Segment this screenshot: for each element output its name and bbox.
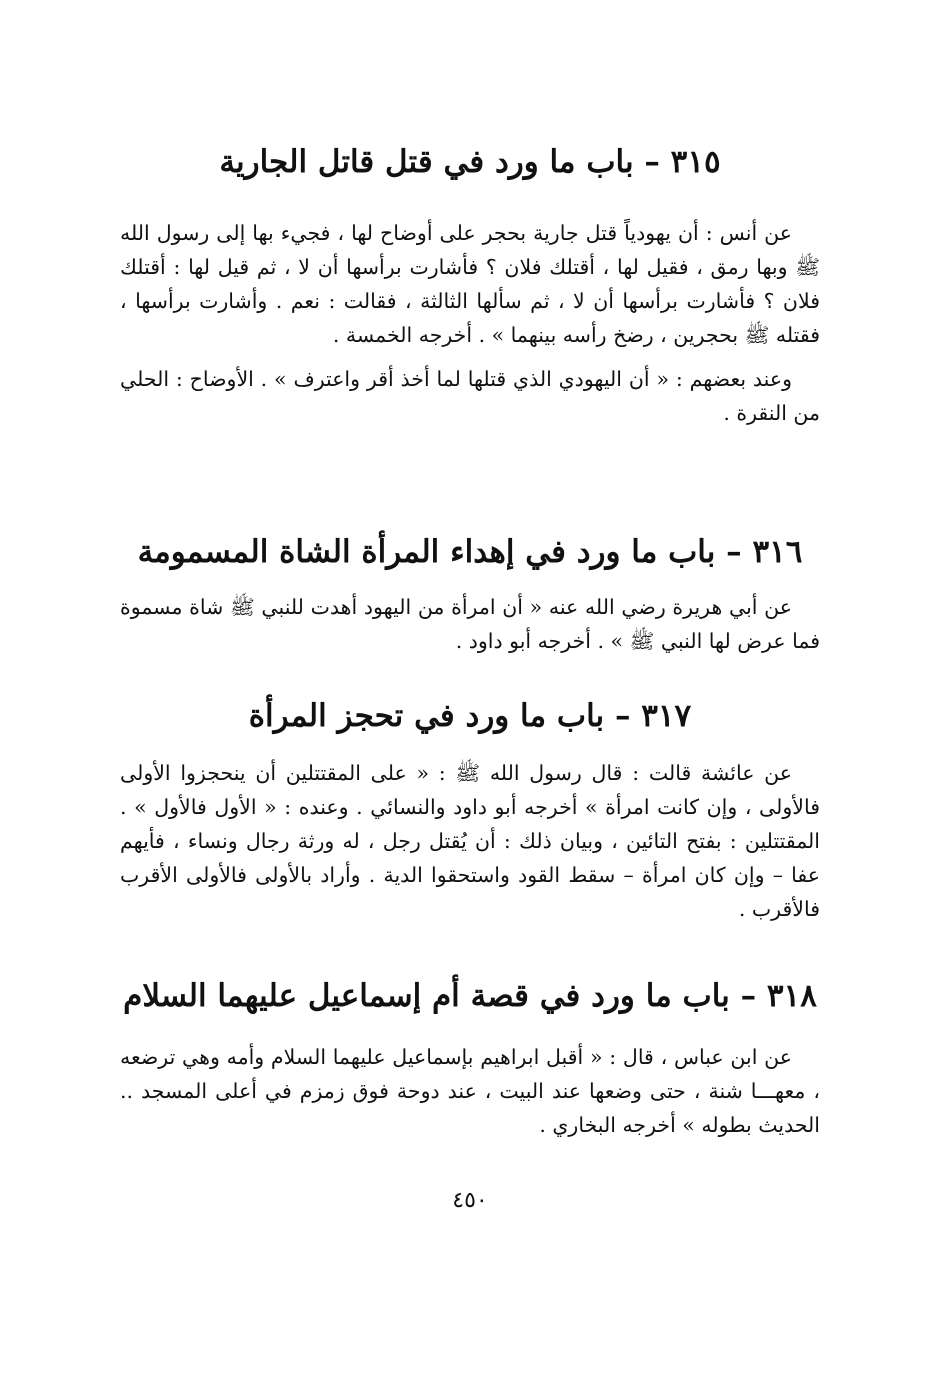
section-body-315	[120, 216, 820, 430]
paragraph: عن عائشة قالت : قال رسول الله ﷺ : « على المقتتلين أن ينحجزوا الأولى فالأولى ، وإن كانت امرأة » أخرجه أبو داود والنسائي . وعنده : « الأول فالأول » . المقتتلين : بفتح التائين ، وبيان ذلك : أن يُقتل رجل ، له ورثة رجال ونساء ، فأيهم عفا – وإن كان امرأة – سقط القود واستحقوا الدية . وأراد بالأولى فالأولى الأقرب فالأقرب .	[120, 761, 820, 921]
section-body-316	[120, 590, 820, 658]
section-heading-317: ٣١٧ – باب ما ورد في تحجز المرأة	[248, 698, 692, 734]
section-heading-315: ٣١٥ – باب ما ورد في قتل قاتل الجارية	[219, 144, 721, 180]
section-body-317	[120, 756, 820, 926]
paragraph: وعند بعضهم : « أن اليهودي الذي قتلها لما أخذ أقر واعترف » . الأوضاح : الحلي من النقرة .	[120, 367, 820, 425]
book-page	[120, 0, 820, 1373]
section-heading-318: ٣١٨ – باب ما ورد في قصة أم إسماعيل عليهما السلام	[123, 978, 817, 1014]
page-number: ٤٥٠	[452, 1188, 488, 1213]
paragraph: عن أبي هريرة رضي الله عنه « أن امرأة من اليهود أهدت للنبي ﷺ شاة مسموة فما عرض لها النبي ﷺ » . أخرجه أبو داود .	[120, 595, 820, 653]
section-heading-316: ٣١٦ – باب ما ورد في إهداء المرأة الشاة المسمومة	[137, 534, 803, 570]
paragraph: عن ابن عباس ، قال : « أقبل ابراهيم بإسماعيل عليهما السلام وأمه وهي ترضعه ، معهـــا شنة ، حتى وضعها عند البيت ، عند دوحة فوق زمزم في أعلى المسجد .. الحديث بطوله » أخرجه البخاري .	[120, 1045, 820, 1137]
paragraph: عن أنس : أن يهودياً قتل جارية بحجر على أوضاح لها ، فجيء بها إلى رسول الله ﷺ وبها رمق ، فقيل لها ، أقتلك فلان ؟ فأشارت برأسها أن لا ، ثم قيل لها : أقتلك فلان ؟ فأشارت برأسها أن لا ، ثم سألها الثالثة ، فقالت : نعم . وأشارت برأسها ، فقتله ﷺ بحجرين ، رضخ رأسه بينهما » . أخرجه الخمسة .	[120, 221, 820, 347]
section-body-318	[120, 1040, 820, 1142]
